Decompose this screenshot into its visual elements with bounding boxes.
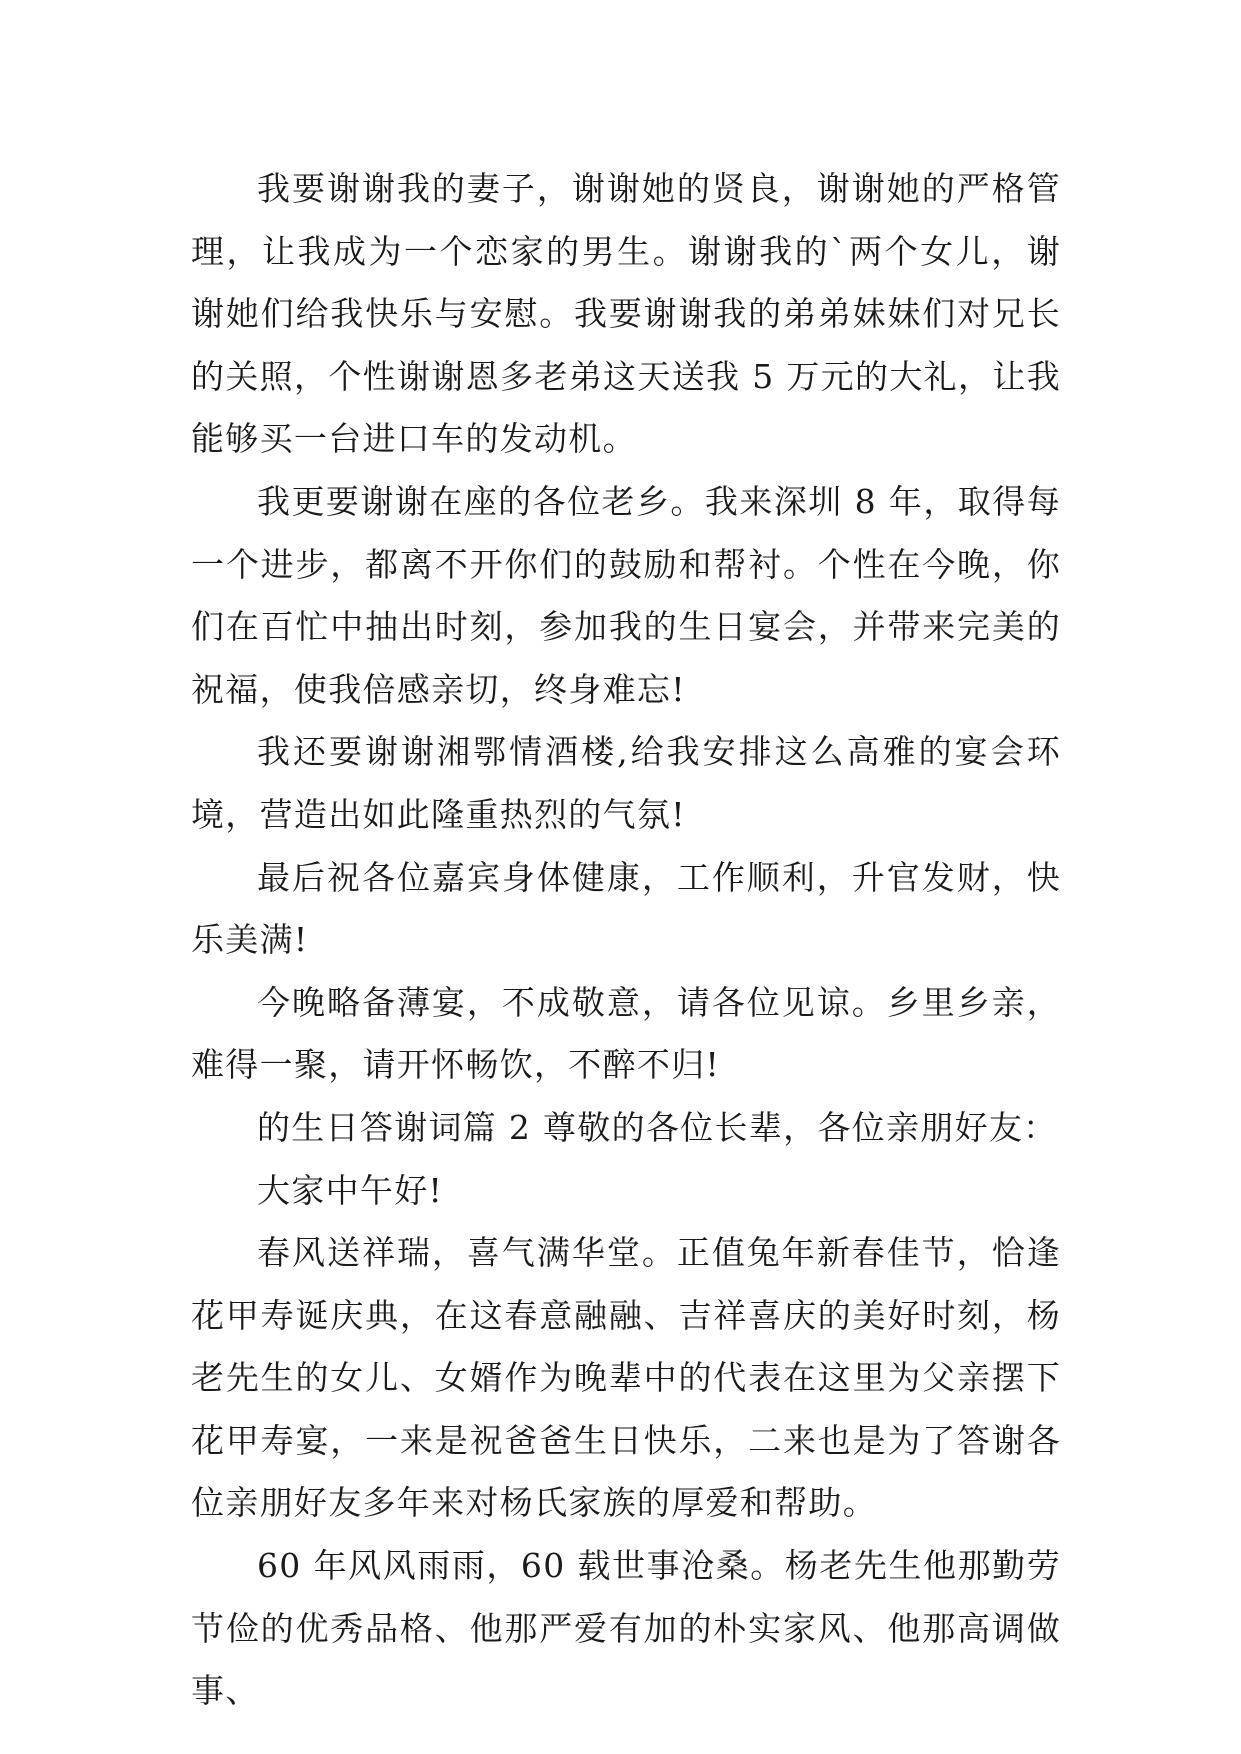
paragraph: 最后祝各位嘉宾身体健康，工作顺利，升官发财，快乐美满! [191,857,1061,960]
paragraph: 我更要谢谢在座的各位老乡。我来深圳 8 年，取得每一个进步，都离不开你们的鼓励和帮衬。个性在今晚，你们在百忙中抽出时刻，参加我的生日宴会，并带来完美的祝福，使我倍感亲切，终身难忘! [191,481,1061,709]
paragraph: 的生日答谢词篇 2 尊敬的各位长辈，各位亲朋好友： [257,1107,1058,1147]
paragraph: 大家中午好! [257,1170,444,1210]
paragraph: 我要谢谢我的妻子，谢谢她的贤良，谢谢她的严格管理，让我成为一个恋家的男生。谢谢我的`两个女儿，谢谢她们给我快乐与安慰。我要谢谢我的弟弟妹妹们对兄长的关照，个性谢谢恩多老弟这天送我 5 万元的大礼，让我能够买一台进口车的发动机。 [191,169,1061,459]
paragraph: 今晚略备薄宴，不成敬意，请各位见谅。乡里乡亲，难得一聚，请开怀畅饮，不醉不归! [191,982,1061,1085]
paragraph: 60 年风风雨雨，60 载世事沧桑。杨老先生他那勤劳节俭的优秀品格、他那严爱有加的朴实家风、他那高调做事、 [191,1546,1061,1711]
paragraph: 春风送祥瑞，喜气满华堂。正值兔年新春佳节，恰逢花甲寿诞庆典，在这春意融融、吉祥喜庆的美好时刻，杨老先生的女儿、女婿作为晚辈中的代表在这里为父亲摆下花甲寿宴，一来是祝爸爸生日快乐，二来也是为了答谢各位亲朋好友多年来对杨氏家族的厚爱和帮助。 [191,1233,1061,1523]
paragraph: 我还要谢谢湘鄂情酒楼,给我安排这么高雅的宴会环境，营造出如此隆重热烈的气氛! [191,732,1061,834]
document-page [191,158,1061,1723]
